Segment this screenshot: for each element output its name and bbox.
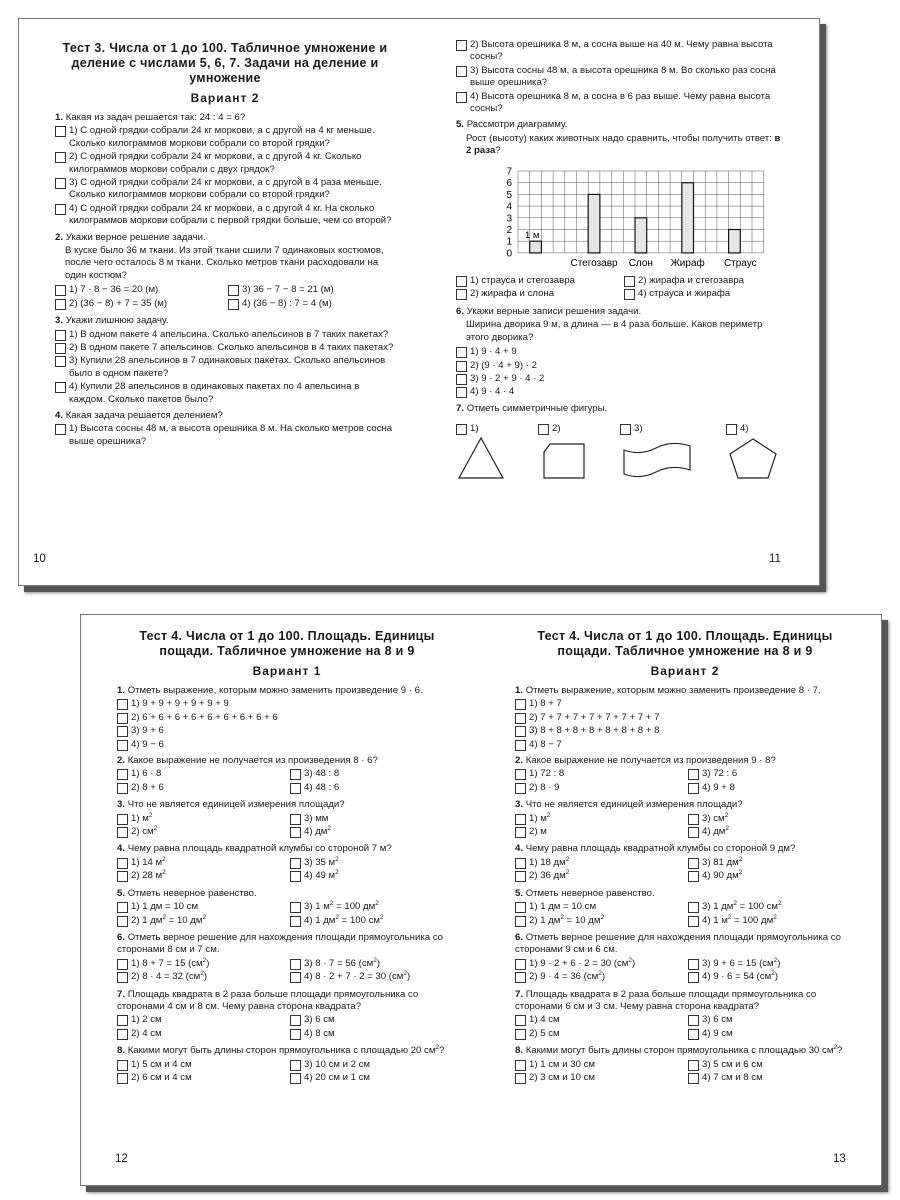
question-number: 3. [515, 799, 524, 811]
question-text: Отметь верное решение для нахождения площади прямоугольника со сторонами 9 см и 6 см. [515, 931, 841, 956]
checkbox[interactable] [456, 424, 467, 435]
answer-option[interactable]: 4) $дм^2$ [688, 826, 855, 838]
answer-option[interactable]: 1) 2 см [117, 1014, 284, 1026]
checkbox[interactable] [515, 827, 526, 838]
answer-option[interactable]: 3) 1 $дм^2 = 100$ $см^2$ [688, 901, 855, 913]
checkbox[interactable] [117, 699, 128, 710]
question-number: 6. [117, 931, 126, 943]
checkbox[interactable] [117, 959, 128, 970]
question-1 [117, 685, 457, 751]
y-tick-label: 6 [506, 177, 512, 189]
checkbox[interactable] [515, 740, 526, 751]
checkbox[interactable] [515, 858, 526, 869]
checkbox[interactable] [55, 382, 66, 393]
checkbox[interactable] [688, 1060, 699, 1071]
question-7 [117, 989, 457, 1042]
bar [588, 194, 600, 253]
question-number: 1. [55, 112, 64, 123]
answer-option[interactable]: 2) 7 + 7 + 7 + 7 + 7 + 7 + 7 + 7 [515, 712, 855, 724]
checkbox[interactable] [290, 916, 301, 927]
checkbox[interactable] [55, 424, 66, 435]
checkbox[interactable] [55, 178, 66, 189]
bar [682, 182, 694, 252]
bar [635, 217, 647, 252]
bottom-book-spread [80, 614, 882, 1186]
answer-option[interactable]: 3) Высота сосны 48 м, а высота орешника 8 м. Во сколько раз сосна выше орешника? [456, 65, 786, 90]
checkbox[interactable] [620, 424, 631, 435]
answer-option[interactable]: 4) страуса и жирафа [624, 288, 786, 300]
page-13 [515, 629, 855, 1089]
answer-option[interactable]: 2) 6 см и 4 см [117, 1072, 284, 1084]
checkbox[interactable] [688, 1015, 699, 1026]
answer-option[interactable]: 3) 6 см [290, 1014, 457, 1026]
checkbox[interactable] [117, 783, 128, 794]
checkbox[interactable] [538, 424, 549, 435]
checkbox[interactable] [290, 858, 301, 869]
answer-option[interactable]: 1) 1 дм = 10 см [117, 901, 284, 913]
question-text: Что не является единицей измерения площади? [525, 799, 743, 811]
checkbox[interactable] [55, 343, 66, 354]
question-number: 1. [515, 685, 524, 696]
question-7 [515, 989, 855, 1042]
shape-option-triangle[interactable]: 1) [456, 423, 506, 479]
x-category-label: Страус [723, 257, 757, 269]
question-6 [117, 932, 457, 985]
answer-option[interactable]: 1) С одной грядки собрали 24 кг моркови, а с другой на 4 кг меньше. Сколько килограммов моркови собрали со второй грядки? [55, 125, 395, 150]
question-text: Какое выражение не получается из произведения 8 · 6? [127, 755, 378, 767]
answer-option[interactable]: 3) 81 $дм^2$ [688, 857, 855, 869]
answer-option[interactable]: 1) 18 $дм^2$ [515, 857, 682, 869]
answer-option[interactable]: 4) 49 $м^2$ [290, 870, 457, 882]
question-number: 7. [117, 988, 126, 1000]
question-text: Какая из задач решается так: 24 : 4 = 6? [65, 112, 246, 123]
question-1 [55, 112, 395, 228]
top-book-spread [18, 18, 820, 586]
checkbox[interactable] [688, 1073, 699, 1084]
answer-option[interactable]: 1) 14 $м^2$ [117, 857, 284, 869]
answer-option[interactable]: 3) 5 см и 6 см [688, 1059, 855, 1071]
checkbox[interactable] [515, 1060, 526, 1071]
checkbox[interactable] [55, 330, 66, 341]
question-1 [515, 685, 855, 751]
question-text: Площадь квадрата в 2 раза больше площади прямоугольника со сторонами 4 см и 8 см. Чему равна сторона квадрата? [117, 988, 419, 1012]
answer-option[interactable]: 2) 9 · 4 = 36 $(см^2)$ [515, 971, 682, 983]
answer-option[interactable]: 4) (36 − 8) : 7 = 4 (м) [228, 298, 395, 310]
checkbox[interactable] [688, 972, 699, 983]
question-text: Какими могут быть длины сторон прямоугольника с площадью 30 $см^2$? [525, 1043, 843, 1057]
checkbox[interactable] [688, 827, 699, 838]
answer-option[interactable]: 4) 9 · 4 · 4 [456, 386, 786, 398]
question-4: 4. Какая задача решается делением? 1) Высота сосны 48 м, а высота орешника 8 м. На сколько метров сосна выше орешника? [55, 410, 395, 448]
bar [729, 229, 741, 252]
checkbox[interactable] [117, 916, 128, 927]
question-6: 6. Укажи верные записи решения задачи. Ширина дворика 9 м, а длина — в 4 раза больше. Каков периметр этого дворика? 1) 9 · 4 + 9 2) (9 · 4 + 9) · 2 3) 9 · 2 + 9 · 4 · 2 4) 9 · 4 · 4 [456, 306, 786, 399]
checkbox[interactable] [624, 276, 635, 287]
checkbox[interactable] [290, 902, 301, 913]
checkbox[interactable] [55, 299, 66, 310]
checkbox[interactable] [117, 827, 128, 838]
answer-option[interactable]: 3) 8 + 8 + 8 + 8 + 8 + 8 + 8 + 8 [515, 725, 855, 737]
checkbox[interactable] [55, 126, 66, 137]
answer-option[interactable]: 2) 8 · 9 [515, 782, 682, 794]
checkbox[interactable] [117, 740, 128, 751]
answer-option[interactable]: 2) 3 см и 10 см [515, 1072, 682, 1084]
answer-option[interactable]: 1) 6 · 8 [117, 768, 284, 780]
checkbox[interactable] [688, 916, 699, 927]
answer-option[interactable]: 2) 36 $дм^2$ [515, 870, 682, 882]
checkbox[interactable] [290, 972, 301, 983]
question-number: 5. [515, 887, 524, 899]
problem-text: Рост (высоту) каких животных надо сравнить, чтобы получить ответ: в 2 раза? [466, 132, 781, 157]
page-number: 12 [115, 1153, 128, 1165]
page-number: 10 [33, 553, 46, 565]
question-6 [515, 932, 855, 985]
shape-option-pentagon[interactable]: 4) [726, 423, 780, 479]
checkbox[interactable] [688, 959, 699, 970]
checkbox[interactable] [117, 902, 128, 913]
question-text: Отметь неверное равенство. [525, 887, 655, 899]
checkbox[interactable] [456, 40, 467, 51]
checkbox[interactable] [117, 1029, 128, 1040]
variant-label: Вариант 1 [252, 664, 322, 678]
answer-option[interactable]: 3) 9 + 6 [117, 725, 457, 737]
checkbox[interactable] [688, 783, 699, 794]
checkbox[interactable] [515, 814, 526, 825]
checkbox[interactable] [117, 814, 128, 825]
answer-option[interactable]: 3) 8 · 7 = 56 $(см^2)$ [290, 958, 457, 970]
answer-option[interactable]: 3) 36 − 7 − 8 = 21 (м) [228, 284, 395, 296]
y-tick-label: 5 [506, 189, 512, 201]
page-number: 11 [769, 553, 781, 565]
checkbox[interactable] [117, 1073, 128, 1084]
answer-option[interactable]: 1) 9 · 2 + 6 · 2 = 30 $(см^2)$ [515, 958, 682, 970]
checkbox[interactable] [456, 289, 467, 300]
checkbox[interactable] [55, 204, 66, 215]
y-tick-label: 2 [506, 224, 512, 236]
checkbox[interactable] [688, 858, 699, 869]
checkbox[interactable] [688, 902, 699, 913]
checkbox[interactable] [515, 783, 526, 794]
checkbox[interactable] [117, 1015, 128, 1026]
checkbox[interactable] [228, 285, 239, 296]
question-number: 5. [117, 887, 126, 899]
question-text: Что не является единицей измерения площади? [127, 799, 345, 811]
question-3 [515, 799, 855, 839]
checkbox[interactable] [688, 814, 699, 825]
question-text: Какое выражение не получается из произведения 9 · 8? [525, 755, 776, 767]
answer-option[interactable]: 3) С одной грядки собрали 24 кг моркови, а с другой в 4 раза меньше. Сколько килограммов моркови собрали со второй грядки? [55, 177, 395, 202]
question-number: 4. [117, 843, 126, 855]
problem-text: Ширина дворика 9 м, а длина — в 4 раза больше. Каков периметр этого дворика? [466, 319, 763, 343]
checkbox[interactable] [290, 1029, 301, 1040]
bar [530, 241, 542, 253]
answer-option[interactable]: 4) 90 $дм^2$ [688, 870, 855, 882]
answer-option[interactable]: 3) $см^2$ [688, 813, 855, 825]
answer-option[interactable]: 1) 1 дм = 10 см [515, 901, 682, 913]
checkbox[interactable] [117, 713, 128, 724]
checkbox[interactable] [726, 424, 737, 435]
answer-option[interactable]: 4) 8 см [290, 1028, 457, 1040]
question-5: 5. Рассмотри диаграмму. Рост (высоту) каких животных надо сравнить, чтобы получить ответ: в 2 раза? 0 1 2 3 4 5 6 7 Стегозавр Слон Жираф Страус 1 м 1) страуса и стегозавра 2) жирафа и стегозавра 2) жирафа и слона 4) страуса и жирафа [456, 119, 786, 301]
question-text: Чему равна площадь квадратной клумбы со стороной 7 м? [127, 843, 392, 855]
answer-option[interactable]: 1) 5 см и 4 см [117, 1059, 284, 1071]
answer-option[interactable]: 1) 4 см [515, 1014, 682, 1026]
pentagon-shape [726, 436, 780, 480]
x-category-label: Слон [628, 257, 653, 269]
question-2: 2. Укажи верное решение задачи. В куске было 36 м ткани. Из этой ткани сшили 7 одинаковых костюмов, после чего осталось 8 м ткани. Сколько метров ткани расходовали на один костюм? 1) 7 · 8 − 36 = 20 (м) 3) 36 − 7 − 8 = 21 (м) 2) (36 − 8) + 7 = 35 (м) 4) (36 − 8) : 7 = 4 (м) [55, 232, 395, 311]
answer-option[interactable]: 2) 4 см [117, 1028, 284, 1040]
answer-option[interactable]: 2) С одной грядки собрали 24 кг моркови, а с другой 4 кг. Сколько килограммов моркови собрали с двух грядок? [55, 151, 395, 176]
question-number: 6. [515, 931, 524, 943]
checkbox[interactable] [117, 972, 128, 983]
answer-option[interactable]: 2) 28 $м^2$ [117, 870, 284, 882]
question-4-continued [456, 39, 786, 115]
question-number: 8. [117, 1045, 126, 1057]
answer-option[interactable]: 4) 9 · 6 = 54 $(см^2)$ [688, 971, 855, 983]
checkbox[interactable] [290, 827, 301, 838]
wavy-rectangle-shape [620, 436, 694, 480]
answer-option[interactable]: 1) 7 · 8 − 36 = 20 (м) [55, 284, 222, 296]
checkbox[interactable] [117, 726, 128, 737]
checkbox[interactable] [515, 699, 526, 710]
answer-option[interactable]: 1) 9 · 4 + 9 [456, 346, 786, 358]
answer-option[interactable]: 2) 5 см [515, 1028, 682, 1040]
checkbox[interactable] [55, 285, 66, 296]
checkbox[interactable] [290, 1060, 301, 1071]
checkbox[interactable] [117, 769, 128, 780]
answer-option[interactable]: 3) 9 + 6 = 15 $(см^2)$ [688, 958, 855, 970]
answer-option[interactable]: 4) 8 · 2 + 7 · 2 = 30 $(см^2)$ [290, 971, 457, 983]
question-5 [117, 888, 457, 928]
question-number: 4. [515, 843, 524, 855]
question-8 [117, 1045, 457, 1085]
checkbox[interactable] [117, 871, 128, 882]
checkbox[interactable] [688, 1029, 699, 1040]
answer-option[interactable]: 3) 35 $м^2$ [290, 857, 457, 869]
answer-option[interactable]: 2) 1 $дм^2 = 10$ $дм^2$ [117, 915, 284, 927]
answer-option[interactable]: 4) 9 см [688, 1028, 855, 1040]
answer-option[interactable]: 4) 8 − 7 [515, 739, 855, 751]
answer-option[interactable]: 3) Купили 28 апельсинов в 7 одинаковых пакетах. Сколько апельсинов было в одном пакете? [55, 355, 395, 380]
checkbox[interactable] [290, 871, 301, 882]
question-text: Отметь верное решение для нахождения площади прямоугольника со сторонами 8 см и 7 см. [117, 931, 443, 956]
question-4 [117, 843, 457, 883]
answer-option[interactable]: 2) жирафа и стегозавра [624, 275, 786, 287]
checkbox[interactable] [55, 152, 66, 163]
answer-option[interactable]: 2) В одном пакете 7 апельсинов. Сколько апельсинов в 4 таких пакетах? [55, 342, 395, 354]
checkbox[interactable] [290, 783, 301, 794]
page-11 [456, 39, 786, 484]
question-2 [117, 755, 457, 795]
answer-option[interactable]: 2) 1 $дм^2 = 10$ $дм^2$ [515, 915, 682, 927]
question-number: 7. [515, 988, 524, 1000]
checkbox[interactable] [290, 1015, 301, 1026]
answer-option[interactable]: 4) 9 + 8 [688, 782, 855, 794]
answer-option[interactable]: 2) Высота орешника 8 м, а сосна выше на 40 м. Чему равна высота сосны? [456, 39, 786, 64]
checkbox[interactable] [515, 959, 526, 970]
answer-option[interactable]: 4) 1 $м^2 = 100$ $дм^2$ [688, 915, 855, 927]
checkbox[interactable] [456, 387, 467, 398]
answer-option[interactable]: 4) С одной грядки собрали 24 кг моркови, а с другой 4 кг. На сколько килограммов моркови собрали с первой грядки больше, чем со второй? [55, 203, 395, 228]
question-4 [515, 843, 855, 883]
answer-option[interactable]: 2) 6 + 6 + 6 + 6 + 6 + 6 + 6 + 6 + 6 [117, 712, 457, 724]
checkbox[interactable] [290, 1073, 301, 1084]
y-tick-label: 7 [506, 166, 512, 178]
answer-option[interactable]: 4) 1 $дм^2 = 100$ $см^2$ [290, 915, 457, 927]
y-tick-label: 1 [506, 236, 512, 248]
shape-option-wave[interactable]: 3) [620, 423, 694, 479]
answer-option[interactable]: 1) В одном пакете 4 апельсина. Сколько апельсинов в 7 таких пакетах? [55, 329, 395, 341]
answer-option[interactable]: 4) $дм^2$ [290, 826, 457, 838]
variant-label: Вариант 2 [190, 91, 260, 105]
answer-option[interactable]: 1) $м^2$ [515, 813, 682, 825]
question-3: 3. Укажи лишнюю задачу. 1) В одном пакете 4 апельсина. Сколько апельсинов в 7 таких пакетах? 2) В одном пакете 7 апельсинов. Сколько апельсинов в 4 таких пакетах? 3) Купили 28 апельсинов в 7 одинаковых пакетах. Сколько апельсинов было в одном пакете? 4) Купили 28 апельсинов в одинаковых пакетах по 4 апельсина в каждом. Сколько пакетов было? [55, 315, 394, 405]
question-number: 1. [117, 685, 126, 696]
page-10 [55, 41, 395, 452]
answer-option[interactable]: 3) 48 : 8 [290, 768, 457, 780]
question-text: Отметь выражение, которым можно заменить произведение 9 · 6. [127, 685, 423, 696]
variant-label: Вариант 2 [650, 664, 720, 678]
question-number: 8. [515, 1045, 524, 1057]
answer-option[interactable]: 3) 6 см [688, 1014, 855, 1026]
answer-option[interactable]: 2) (36 − 8) + 7 = 35 (м) [55, 298, 222, 310]
question-text: Площадь квадрата в 2 раза больше площади прямоугольника со сторонами 6 см и 3 см. Чему равна сторона квадрата? [515, 988, 817, 1012]
question-2 [515, 755, 855, 795]
question-list [117, 685, 457, 1085]
checkbox[interactable] [456, 361, 467, 372]
question-number: 3. [117, 799, 126, 811]
x-category-label: Жираф [670, 257, 705, 269]
checkbox[interactable] [624, 289, 635, 300]
answer-option[interactable]: 1) 8 + 7 [515, 698, 855, 710]
checkbox[interactable] [290, 814, 301, 825]
symmetric-shapes [456, 423, 786, 479]
question-list [515, 685, 855, 1085]
checkbox[interactable] [515, 726, 526, 737]
answer-option[interactable]: 3) 10 см и 2 см [290, 1059, 457, 1071]
answer-option[interactable]: 3) 72 : 6 [688, 768, 855, 780]
answer-option[interactable]: 1) 9 + 9 + 9 + 9 + 9 + 9 [117, 698, 457, 710]
question-3 [117, 799, 457, 839]
answer-option[interactable]: 2) 8 · 4 = 32 $(см^2)$ [117, 971, 284, 983]
problem-text: В куске было 36 м ткани. Из этой ткани сшили 7 одинаковых костюмов, после чего осталось 8 м ткани. Сколько метров ткани расходовали на один костюм? [65, 245, 384, 281]
checkbox[interactable] [515, 902, 526, 913]
question-8 [515, 1045, 855, 1085]
answer-option[interactable]: 2) м [515, 826, 682, 838]
test-3-title: Тест 3. Числа от 1 до 100. Табличное умножение и деление с числами 5, 6, 7. Задачи на деление и умножение [62, 41, 388, 85]
answer-option[interactable]: 4) Высота орешника 8 м, а сосна в 6 раз выше. Чему равна высота сосны? [456, 91, 786, 116]
checkbox[interactable] [515, 713, 526, 724]
checkbox[interactable] [456, 92, 467, 103]
question-number: 2. [515, 755, 524, 767]
question-text: Отметь неверное равенство. [127, 887, 257, 899]
answer-option[interactable]: 1) $м^2$ [117, 813, 284, 825]
checkbox[interactable] [290, 959, 301, 970]
answer-option[interactable]: 4) 7 см и 8 см [688, 1072, 855, 1084]
page-12 [117, 629, 457, 1089]
bar-annotation: 1 м [525, 229, 540, 241]
cut-corner-square-shape [538, 436, 588, 480]
answer-option[interactable]: 3) мм [290, 813, 457, 825]
answer-option[interactable]: 1) 1 см и 30 см [515, 1059, 682, 1071]
question-text: Какими могут быть длины сторон прямоугольника с площадью 20 $см^2$? [127, 1043, 445, 1057]
x-category-label: Стегозавр [570, 257, 618, 269]
checkbox[interactable] [456, 66, 467, 77]
question-text: Чему равна площадь квадратной клумбы со стороной 9 дм? [525, 843, 796, 855]
y-tick-label: 4 [506, 201, 512, 213]
checkbox[interactable] [117, 1060, 128, 1071]
height-chart-svg [456, 161, 786, 269]
checkbox[interactable] [515, 871, 526, 882]
page-number: 13 [833, 1153, 846, 1165]
answer-option[interactable]: 4) Купили 28 апельсинов в одинаковых пакетах по 4 апельсина в каждом. Сколько пакетов было? [55, 381, 395, 406]
checkbox[interactable] [515, 916, 526, 927]
checkbox[interactable] [515, 1015, 526, 1026]
y-tick-label: 3 [506, 212, 512, 224]
answer-option[interactable]: 1) Высота сосны 48 м, а высота орешника 8 м. На сколько метров сосна выше орешника? [55, 423, 395, 448]
checkbox[interactable] [456, 276, 467, 287]
answer-option[interactable]: 1) 72 : 8 [515, 768, 682, 780]
answer-option[interactable]: 1) 8 + 7 = 15 $(см^2)$ [117, 958, 284, 970]
answer-option[interactable]: 2) 8 + 6 [117, 782, 284, 794]
checkbox[interactable] [515, 769, 526, 780]
checkbox[interactable] [456, 374, 467, 385]
checkbox[interactable] [515, 1029, 526, 1040]
question-5 [515, 888, 855, 928]
checkbox[interactable] [117, 858, 128, 869]
answer-option[interactable]: 3) 1 $м^2 = 100$ $дм^2$ [290, 901, 457, 913]
test-4-title: Тест 4. Числа от 1 до 100. Площадь. Единицы пощади. Табличное умножение на 8 и 9 [139, 629, 435, 658]
checkbox[interactable] [55, 356, 66, 367]
answer-option[interactable]: 4) 20 см и 1 см [290, 1072, 457, 1084]
y-tick-label: 0 [506, 248, 512, 260]
answer-option[interactable]: 4) 48 : 6 [290, 782, 457, 794]
answer-option[interactable]: 1) страуса и стегозавра [456, 275, 618, 287]
checkbox[interactable] [228, 299, 239, 310]
checkbox[interactable] [515, 972, 526, 983]
question-text: Отметь выражение, которым можно заменить произведение 8 · 7. [525, 685, 821, 696]
shape-option-cut-square[interactable]: 2) [538, 423, 588, 479]
answer-option[interactable]: 2) (9 · 4 + 9) · 2 [456, 360, 786, 372]
triangle-shape [456, 436, 506, 480]
answer-option[interactable]: 3) 9 · 2 + 9 · 4 · 2 [456, 373, 786, 385]
answer-option[interactable]: 4) 9 − 6 [117, 739, 457, 751]
checkbox[interactable] [688, 871, 699, 882]
checkbox[interactable] [688, 769, 699, 780]
checkbox[interactable] [290, 769, 301, 780]
question-number: 2. [117, 755, 126, 767]
question-7: 7. Отметь симметричные фигуры. 1) 2) 3) 4) [456, 403, 786, 480]
answer-option[interactable]: 2) $см^2$ [117, 826, 284, 838]
answer-option[interactable]: 2) жирафа и слона [456, 288, 618, 300]
test-4-title: Тест 4. Числа от 1 до 100. Площадь. Единицы пощади. Табличное умножение на 8 и 9 [537, 629, 833, 658]
checkbox[interactable] [456, 347, 467, 358]
height-bar-chart [456, 161, 786, 273]
checkbox[interactable] [515, 1073, 526, 1084]
